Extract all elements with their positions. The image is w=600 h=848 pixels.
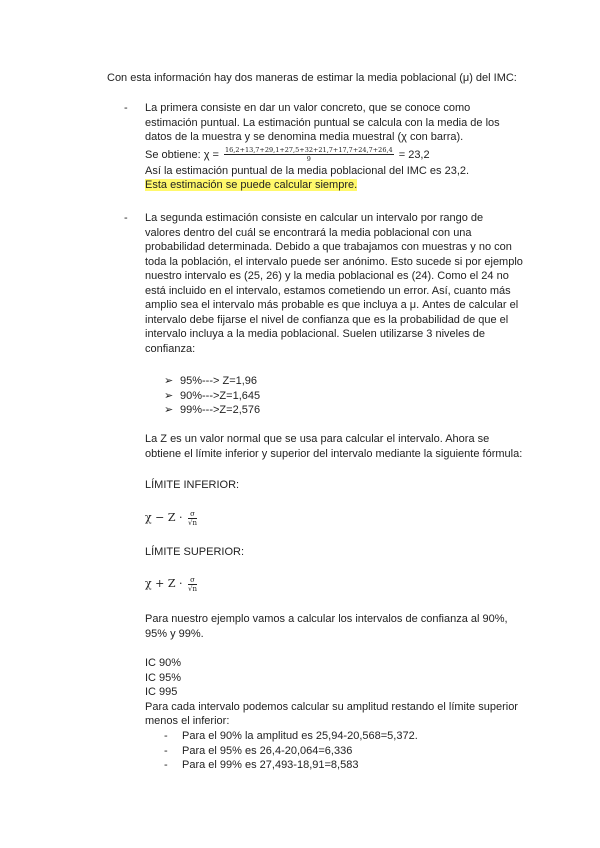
z-explanation-line: obtiene el límite inferior y superior del intervalo mediante la siguiente fórmula:: [145, 447, 523, 460]
obtiene-label: Se obtiene: χ =: [145, 148, 219, 161]
mean-numerator: 16,2+13,7+29,1+27,5+32+21,7+17,7+24,7+26,4: [225, 146, 393, 155]
bullet-dash-2: -: [124, 212, 128, 224]
confidence-level-item: [164, 403, 260, 418]
sigma-over-sqrt-n: [188, 576, 197, 593]
section-2-line: toda la población, el intervalo puede ser anónimo. Esto sucede si por ejemplo: [145, 255, 523, 268]
example-paragraph: [145, 612, 525, 641]
z-explanation: [145, 432, 525, 461]
section-1-conclusion: Así la estimación puntual de la media poblacional del IMC es 23,2.: [145, 164, 470, 177]
confidence-level-text: 99%--->Z=2,576: [180, 404, 261, 416]
section-2-line: amplio sea el intervalo más probable es que incluya a μ. Antes de calcular el: [145, 299, 519, 311]
section-2-line: está incluido en el intervalo, estamos cometiendo un error. Así, cuanto más: [145, 284, 511, 297]
mean-result: = 23,2: [398, 148, 430, 161]
amplitude-text: Para el 90% la amplitud es 25,94-20,568=5,372.: [182, 730, 418, 742]
section-2-line: valores dentro del cuál se encontrará la media poblacional con una: [145, 226, 472, 239]
highlighted-note: Esta estimación se puede calcular siempre.: [145, 179, 358, 191]
amplitude-item: [164, 729, 418, 744]
example-line: Para nuestro ejemplo vamos a calcular los intervalos de confianza al 90%,: [145, 613, 508, 625]
confidence-level-text: 95%---> Z=1,96: [180, 375, 258, 387]
upper-limit-formula: [145, 574, 525, 594]
mean-denominator: 9: [306, 155, 311, 164]
section-1-line: datos de la muestra y se denomina media muestral (χ con barra).: [145, 131, 464, 143]
arrow-bullet-icon: ➢: [164, 375, 174, 387]
amplitude-text: Para el 95% es 26,4-20,064=6,336: [182, 745, 353, 757]
section-1: [145, 101, 525, 193]
confidence-level-item: [164, 389, 260, 404]
confidence-level-item: [164, 374, 257, 389]
section-1-line: La primera consiste en dar un valor concreto, que se conoce como: [145, 102, 471, 114]
section-2-line: La segunda estimación consiste en calcular un intervalo por rango de: [145, 212, 484, 224]
upper-formula-text: χ + Z ·: [145, 577, 183, 590]
sqrt-n-symbol: √n: [188, 518, 197, 527]
amplitude-line: Para cada intervalo podemos calcular su amplitud restando el límite superior: [145, 700, 518, 713]
amplitude-line: menos el inferior:: [145, 715, 230, 727]
arrow-bullet-icon: ➢: [164, 390, 174, 402]
amplitude-text: Para el 99% es 27,493-18,91=8,583: [182, 759, 359, 771]
example-line: 95% y 99%.: [145, 627, 204, 640]
confidence-level-text: 90%--->Z=1,645: [180, 390, 261, 402]
section-2-line: probabilidad determinada. Debido a que trabajamos con muestras y no con: [145, 241, 512, 253]
amplitude-item: [164, 758, 358, 773]
section-2-line: confianza:: [145, 342, 196, 355]
lower-formula-text: χ − Z ·: [145, 511, 183, 524]
obtiene-formula: [145, 146, 525, 164]
lower-limit-formula: [145, 508, 525, 528]
lower-limit-label: LÍMITE INFERIOR:: [145, 479, 240, 491]
sub-dash: -: [164, 730, 168, 742]
sigma-symbol: σ: [188, 510, 197, 519]
sub-dash: -: [164, 759, 168, 771]
sigma-over-sqrt-n: [188, 510, 197, 527]
amplitude-item: [164, 744, 352, 759]
ic-item: IC 95%: [145, 671, 182, 684]
ic-item: IC 995: [145, 686, 178, 698]
sigma-symbol: σ: [188, 576, 197, 585]
intro-paragraph: Con esta información hay dos maneras de estimar la media poblacional (μ) del IMC:: [107, 72, 517, 84]
section-2-line: intervalo debe fijarse el nivel de confianza que es la probabilidad de que el: [145, 313, 509, 326]
sub-dash: -: [164, 745, 168, 757]
sqrt-n-symbol: √n: [188, 584, 197, 593]
section-2-line: nuestro intervalo es (25, 26) y la media poblacional es (24). Como el 24 no: [145, 270, 509, 282]
z-explanation-line: La Z es un valor normal que se usa para calcular el intervalo. Ahora se: [145, 433, 490, 445]
mean-fraction: [224, 146, 394, 163]
section-2: [145, 211, 525, 356]
upper-limit-label: LÍMITE SUPERIOR:: [145, 546, 245, 558]
bullet-dash-1: -: [124, 102, 128, 114]
ic-block: [145, 656, 525, 729]
ic-item: IC 90%: [145, 657, 182, 669]
section-2-line: intervalo incluya a la media poblacional. Suelen utilizarse 3 niveles de: [145, 328, 485, 340]
section-1-line: estimación puntual. La estimación puntual se calcula con la media de los: [145, 116, 500, 129]
arrow-bullet-icon: ➢: [164, 404, 174, 416]
